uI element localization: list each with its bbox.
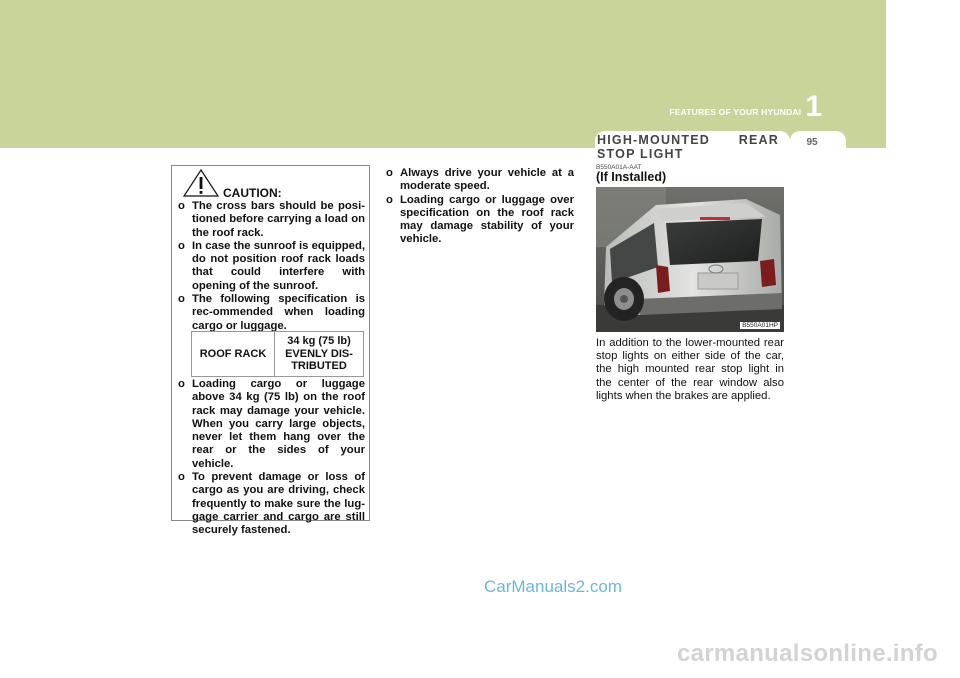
list-item — [178, 200, 365, 240]
header-band — [0, 0, 886, 148]
bullet: o — [178, 293, 185, 306]
watermark-carmanualsonline[interactable]: carmanualsonline.info — [676, 640, 938, 667]
list-item-text: Always drive your vehicle at a moderate speed. — [400, 167, 574, 193]
caution-title: CAUTION: — [223, 186, 282, 200]
section-code: B550A01A-AAT — [596, 164, 642, 171]
bullet: o — [386, 167, 393, 179]
section-heading-part2: REAR — [738, 133, 779, 147]
section-subheading: (If Installed) — [596, 170, 667, 184]
bullet: o — [178, 378, 185, 390]
list-item — [178, 293, 365, 333]
section-heading-part1: HIGH-MOUNTED — [597, 133, 711, 147]
page-number: 95 — [806, 137, 818, 148]
spec-label: ROOF RACK — [192, 332, 275, 376]
car-rear-illustration — [596, 187, 784, 332]
bullet: o — [386, 193, 393, 206]
caution-box — [171, 165, 370, 537]
image-code: B550A01HP — [742, 322, 778, 329]
chapter-header — [669, 90, 822, 123]
list-item-text: In case the sunroof is equipped, do not position roof rack loads that could interfere with opening of the sunroof. — [192, 239, 365, 292]
section-heading-line2: STOP LIGHT — [597, 147, 684, 161]
vehicle-rear-photo — [596, 187, 784, 332]
section-heading — [597, 133, 779, 161]
spec-value: 34 kg (75 lb) EVENLY DIS-TRIBUTED — [285, 335, 353, 373]
list-item-text: To prevent damage or loss of cargo as you are driving, check frequently to make sure the lug-gage carrier and cargo are still securely fastened. — [192, 471, 365, 537]
bullet: o — [178, 239, 185, 252]
middle-column-list — [386, 167, 574, 247]
caution-list-top — [178, 200, 365, 333]
bullet: o — [178, 200, 185, 212]
caution-list-bottom — [178, 378, 365, 538]
list-item — [386, 194, 574, 247]
list-item-text: The cross bars should be posi-tioned before carrying a load on the roof rack. — [192, 200, 365, 239]
list-item — [178, 240, 365, 293]
list-item — [178, 471, 365, 537]
roof-rack-spec-table — [191, 331, 364, 377]
section-body: In addition to the lower-mounted rear stop lights on either side of the car, the high mounted rear stop light in the center of the rear window also lights when the brakes are applied. — [596, 337, 784, 402]
high-mounted-stop-light — [700, 217, 730, 220]
chapter-title: FEATURES OF YOUR HYUNDAI — [669, 107, 802, 117]
list-item — [178, 378, 365, 471]
watermark-carmanuals2[interactable]: CarManuals2.com — [484, 577, 622, 596]
list-item — [386, 167, 574, 194]
list-item-text: Loading cargo or luggage above 34 kg (75 lb) on the roof rack may damage your vehicle. When you carry large objects, never let them hang over the rear or the sides of your vehicle. — [192, 378, 365, 470]
chapter-number: 1 — [805, 90, 822, 123]
list-item-text: Loading cargo or luggage over specification on the roof rack may damage stability of your vehicle. — [400, 193, 574, 246]
bullet: o — [178, 471, 185, 484]
list-item-text: The following specification is rec-ommended when loading cargo or luggage. — [192, 293, 365, 332]
warning-triangle-icon — [182, 168, 220, 198]
